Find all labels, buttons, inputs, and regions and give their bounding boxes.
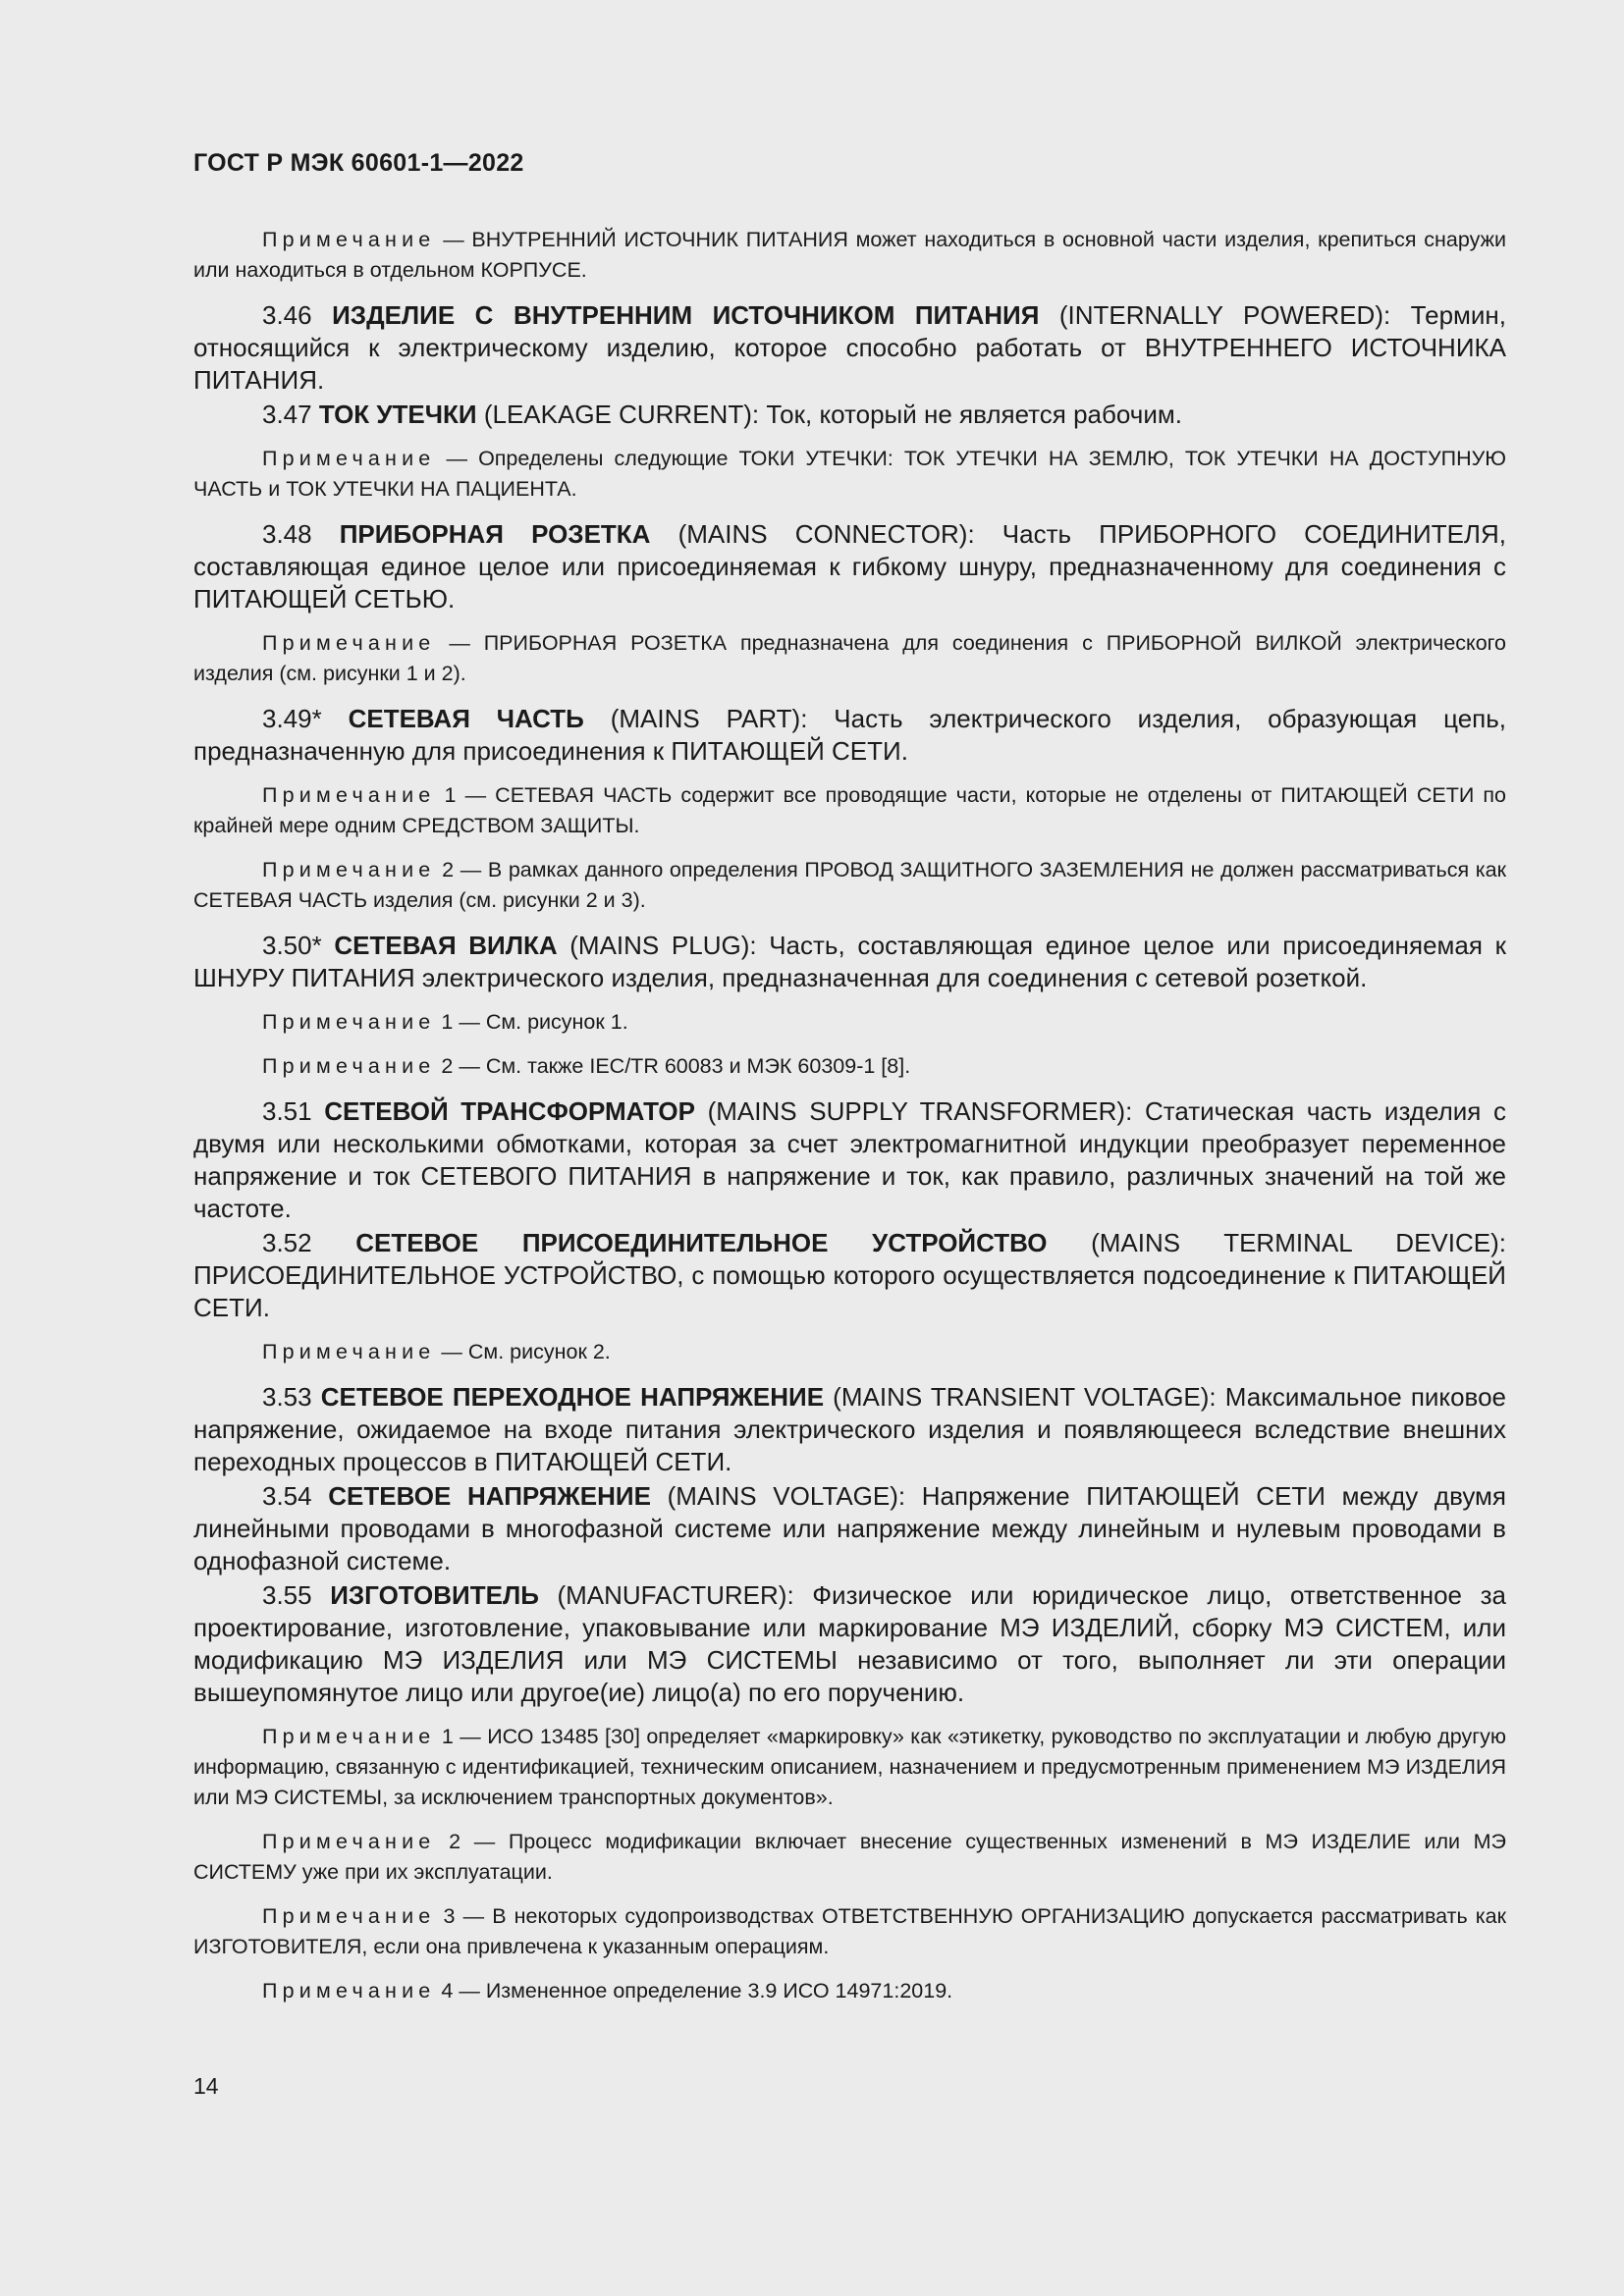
note-text: 1 — СЕТЕВАЯ ЧАСТЬ содержит все проводящие части, которые не отделены от ПИТАЮЩЕЙ СЕТИ по крайней мере одним СРЕДСТВОМ ЗАЩИТЫ. — [193, 783, 1506, 837]
definition-3-51 — [193, 1095, 1506, 1225]
definition-number: 3.52 — [262, 1228, 356, 1257]
note — [193, 1976, 1506, 2006]
definition-3-47 — [193, 399, 1506, 431]
note — [193, 225, 1506, 286]
note-label: Примечание — [262, 631, 436, 655]
note — [193, 780, 1506, 841]
note — [193, 628, 1506, 689]
note — [193, 855, 1506, 916]
note-text: — Определены следующие ТОКИ УТЕЧКИ: ТОК УТЕЧКИ НА ЗЕМЛЮ, ТОК УТЕЧКИ НА ДОСТУПНУЮ ЧАСТЬ и ТОК УТЕЧКИ НА ПАЦИЕНТА. — [193, 447, 1506, 501]
definition-term: ПРИБОРНАЯ РОЗЕТКА — [339, 519, 651, 549]
definition-term: СЕТЕВАЯ ВИЛКА — [334, 931, 558, 960]
note — [193, 1827, 1506, 1888]
document-body — [193, 225, 1506, 2020]
definition-3-49 — [193, 703, 1506, 768]
note — [193, 1051, 1506, 1082]
page-number: 14 — [193, 2073, 219, 2099]
definition-number: 3.51 — [262, 1096, 325, 1126]
definition-number: 3.54 — [262, 1481, 329, 1511]
note-text: 2 — Процесс модификации включает внесение существенных изменений в МЭ ИЗДЕЛИЕ или МЭ СИСТЕМУ уже при их эксплуатации. — [193, 1830, 1506, 1884]
definition-number: 3.48 — [262, 519, 340, 549]
definition-number: 3.55 — [262, 1580, 331, 1610]
definition-text: (MAINS PART): Часть электрического изделия, образующая цепь, предназначенную для присоединения к ПИТАЮЩЕЙ СЕТИ. — [193, 704, 1506, 766]
definition-term: СЕТЕВОЕ ПЕРЕХОДНОЕ НАПРЯЖЕНИЕ — [320, 1382, 825, 1412]
definition-text: (LEAKAGE CURRENT): Ток, который не является рабочим. — [476, 400, 1182, 429]
document-header: ГОСТ Р МЭК 60601-1—2022 — [193, 149, 524, 177]
definition-text: (MAINS CONNECTOR): Часть ПРИБОРНОГО СОЕДИНИТЕЛЯ, составляющая единое целое или присоединяемая к гибкому шнуру, предназначенному для соединения с ПИТАЮЩЕЙ СЕТЬЮ. — [193, 519, 1506, 614]
definition-text: (MAINS SUPPLY TRANSFORMER): Статическая часть изделия с двумя или несколькими обмотками, которая за счет электромагнитной индукции преобразует переменное напряжение и ток СЕТЕВОГО ПИТАНИЯ в напряжение и ток, как правило, различных значений на той же частоте. — [193, 1096, 1506, 1223]
note-label: Примечание — [262, 858, 436, 881]
note-label: Примечание — [262, 1904, 436, 1928]
definition-number: 3.46 — [262, 300, 333, 330]
definition-3-55 — [193, 1579, 1506, 1709]
note — [193, 444, 1506, 505]
definition-number: 3.47 — [262, 400, 319, 429]
note-text: 4 — Измененное определение 3.9 ИСО 14971:2019. — [435, 1979, 953, 2002]
definition-3-48 — [193, 518, 1506, 615]
note-text: 1 — ИСО 13485 [30] определяет «маркировку» как «этикетку, руководство по эксплуатации и любую другую информацию, связанную с идентификацией, техническим описанием, назначением и предусмотренным применением МЭ ИЗДЕЛИЯ или МЭ СИСТЕМЫ, за исключением транспортных документов». — [193, 1725, 1506, 1809]
note-text: — ПРИБОРНАЯ РОЗЕТКА предназначена для соединения с ПРИБОРНОЙ ВИЛКОЙ электрического изделия (см. рисунки 1 и 2). — [193, 631, 1506, 685]
note-text: 3 — В некоторых судопроизводствах ОТВЕТСТВЕННУЮ ОРГАНИЗАЦИЮ допускается рассматривать как ИЗГОТОВИТЕЛЯ, если она привлечена к указанным операциям. — [193, 1904, 1506, 1958]
definition-number: 3.50* — [262, 931, 335, 960]
definition-3-54 — [193, 1480, 1506, 1577]
definition-text: (INTERNALLY POWERED): Термин, относящийся к электрическому изделию, которое способно работать от ВНУТРЕННЕГО ИСТОЧНИКА ПИТАНИЯ. — [193, 300, 1507, 395]
definition-text: (MAINS TERMINAL DEVICE): ПРИСОЕДИНИТЕЛЬНОЕ УСТРОЙСТВО, с помощью которого осуществляется подсоединение к ПИТАЮЩЕЙ СЕТИ. — [193, 1228, 1506, 1322]
note-label: Примечание — [262, 1830, 436, 1853]
definition-number: 3.53 — [262, 1382, 321, 1412]
note-label: Примечание — [262, 1340, 436, 1363]
definition-term: ИЗДЕЛИЕ С ВНУТРЕННИМ ИСТОЧНИКОМ ПИТАНИЯ — [332, 300, 1040, 330]
definition-text: (MAINS VOLTAGE): Напряжение ПИТАЮЩЕЙ СЕТИ между двумя линейными проводами в многофазной системе или напряжение между линейным и нулевым проводами в однофазной системе. — [193, 1481, 1507, 1575]
definition-3-53 — [193, 1381, 1506, 1478]
definition-term: СЕТЕВОЙ ТРАНСФОРМАТОР — [324, 1096, 695, 1126]
definition-3-52 — [193, 1227, 1506, 1324]
definition-3-46 — [193, 299, 1506, 397]
definition-term: СЕТЕВОЕ НАПРЯЖЕНИЕ — [328, 1481, 651, 1511]
note-label: Примечание — [262, 228, 436, 251]
note-label: Примечание — [262, 447, 436, 470]
note-label: Примечание — [262, 1054, 436, 1078]
note-label: Примечание — [262, 1979, 436, 2002]
definition-term: СЕТЕВОЕ ПРИСОЕДИНИТЕЛЬНОЕ УСТРОЙСТВО — [355, 1228, 1048, 1257]
note-label: Примечание — [262, 1010, 436, 1034]
definition-term: ТОК УТЕЧКИ — [318, 400, 477, 429]
note-text: 2 — В рамках данного определения ПРОВОД ЗАЩИТНОГО ЗАЗЕМЛЕНИЯ не должен рассматриваться как СЕТЕВАЯ ЧАСТЬ изделия (см. рисунки 2 и 3). — [193, 858, 1506, 912]
note-label: Примечание — [262, 783, 436, 807]
note — [193, 1901, 1506, 1962]
note — [193, 1337, 1506, 1367]
note-text: — См. рисунок 2. — [435, 1340, 611, 1363]
note-text: 2 — См. также IEC/TR 60083 и МЭК 60309-1 [8]. — [435, 1054, 911, 1078]
note-text: — ВНУТРЕННИЙ ИСТОЧНИК ПИТАНИЯ может находиться в основной части изделия, крепиться снаружи или находиться в отдельном КОРПУСЕ. — [193, 228, 1506, 282]
definition-text: (MAINS TRANSIENT VOLTAGE): Максимальное пиковое напряжение, ожидаемое на входе питания электрического изделия и появляющееся вследствие внешних переходных процессов в ПИТАЮЩЕЙ СЕТИ. — [193, 1382, 1506, 1476]
note — [193, 1722, 1506, 1813]
definition-number: 3.49* — [262, 704, 349, 733]
note-label: Примечание — [262, 1725, 436, 1748]
definition-term: СЕТЕВАЯ ЧАСТЬ — [348, 704, 584, 733]
definition-text: (MAINS PLUG): Часть, составляющая единое целое или присоединяемая к ШНУРУ ПИТАНИЯ электрического изделия, предназначенная для соединения с сетевой розеткой. — [193, 931, 1506, 992]
note — [193, 1007, 1506, 1038]
definition-text: (MANUFACTURER): Физическое или юридическое лицо, ответственное за проектирование, изготовление, упаковывание или маркирование МЭ ИЗДЕЛИЙ, сборку МЭ СИСТЕМ, или модификацию МЭ ИЗДЕЛИЯ или МЭ СИСТЕМЫ независимо от того, выполняет ли эти операции вышеупомянутое лицо или другое(ие) лицо(а) по его поручению. — [193, 1580, 1506, 1707]
note-text: 1 — См. рисунок 1. — [435, 1010, 628, 1034]
definition-3-50 — [193, 930, 1506, 994]
definition-term: ИЗГОТОВИТЕЛЬ — [330, 1580, 539, 1610]
